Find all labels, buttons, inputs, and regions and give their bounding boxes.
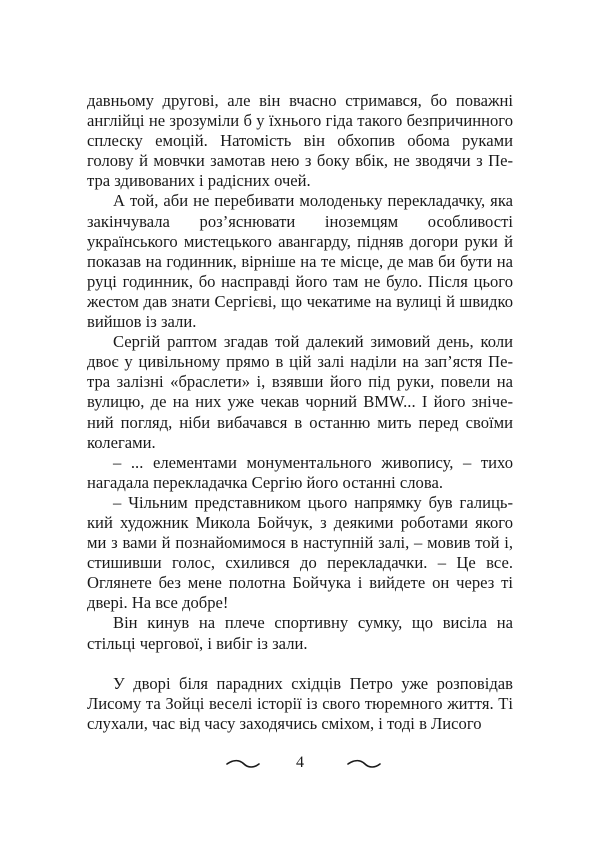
- page-number: 4: [296, 754, 304, 771]
- page-footer: [0, 752, 600, 778]
- paragraph: – Чільним представником цього напрямку був галицький художник Микола Бойчук, з деякими роботами якого ми з вами й познайомимося в наступній залі, – мовив той і, стишивши голос, схилився до перекладачки. – Це все. Оглянете без мене полотна Бойчука і вийдете он через ті двері. На все добре!: [87, 492, 513, 613]
- paragraph: У дворі біля парадних східців Петро уже розповідав Лисому та Зойці веселі історії із свого тюремного життя. Ті слухали, час від часу заходячись сміхом, і тоді в Лисого: [87, 673, 513, 733]
- paragraph: Він кинув на плече спортивну сумку, що висіла на стільці чергової, і вибіг із зали.: [87, 613, 513, 653]
- scene-break: [87, 654, 513, 674]
- paragraph: Сергій раптом згадав той далекий зимовий день, коли двоє у цивільному прямо в цій залі наділи на зап’ястя Петра залізні «браслети» і, взявши його під руки, повели на вулицю, де на них уже чекав чорний BMW... І його знічений погляд, ніби вибачався в останню мить перед своїми колегами.: [87, 332, 513, 452]
- paragraph: – ... елементами монументального живопису, – тихо нагадала перекладачка Сергію його останні слова.: [87, 452, 513, 492]
- tilde-flourish-icon: [347, 758, 381, 770]
- paragraph: давньому другові, але він вчасно стримався, бо поважні англійці не зрозуміли б у їхнього гіда такого безпричинного сплеску емоцій. Натомість він обхопив обома руками голову й мовчки замотав нею з боку вбік, не зводячи з Петра здивованих і радісних очей.: [87, 91, 513, 191]
- paragraph: А той, аби не перебивати молоденьку перекладачку, яка закінчувала роз’яснювати іноземцям особливості українського мистецького авангарду, підняв догори руки й показав на годинник, вірніше на те місце, де мав би бути на руці годинник, бо насправді його там не було. Після цього жестом дав знати Сергієві, що чекатиме на вулиці й швидко вийшов із зали.: [87, 191, 513, 332]
- page-body: [87, 91, 513, 734]
